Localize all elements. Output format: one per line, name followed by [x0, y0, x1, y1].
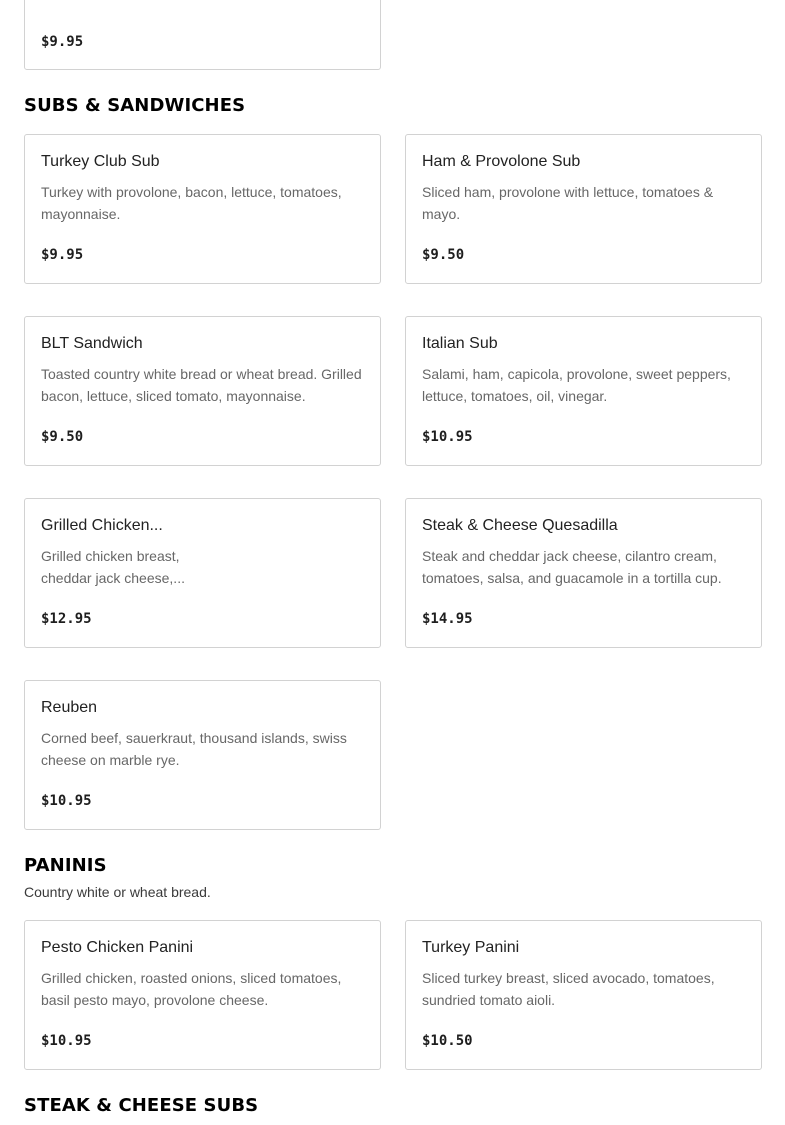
menu-item-price: $9.50 [41, 429, 84, 445]
menu-item-price: $9.50 [422, 247, 465, 263]
menu-item-description: Corned beef, sauerkraut, thousand islands, swiss cheese on marble rye. [41, 730, 347, 768]
menu-item-name: Steak & Cheese Quesadilla [422, 517, 618, 534]
menu-item-turkey-club-sub[interactable] [24, 134, 381, 284]
menu-item-description: Toasted country white bread or wheat bread. Grilled bacon, lettuce, sliced tomato, mayonnaise. [41, 366, 362, 404]
menu-item-description: Turkey with provolone, bacon, lettuce, tomatoes, mayonnaise. [41, 184, 342, 222]
menu-item-price: $9.95 [41, 34, 84, 50]
menu-item-price: $14.95 [422, 611, 473, 627]
menu-item-description: Steak and cheddar jack cheese, cilantro cream, tomatoes, salsa, and guacamole in a tortilla cup. [422, 548, 722, 586]
menu-item-price: $10.50 [422, 1033, 473, 1049]
menu-item-steak-cheese-quesadilla[interactable] [405, 498, 762, 648]
section-title-steak-cheese-subs: STEAK & CHEESE SUBS [24, 1095, 259, 1116]
menu-item-blt-sandwich[interactable] [24, 316, 381, 466]
menu-item-ham-provolone-sub[interactable] [405, 134, 762, 284]
menu-item-price: $10.95 [41, 793, 92, 809]
menu-item-reuben[interactable] [24, 680, 381, 830]
menu-item-description: Grilled chicken breast, cheddar jack cheese,... [41, 548, 185, 586]
section-title-paninis: PANINIS [24, 855, 107, 876]
menu-item-name: Turkey Club Sub [41, 153, 160, 170]
menu-item-price: $10.95 [41, 1033, 92, 1049]
menu-item-turkey-panini[interactable] [405, 920, 762, 1070]
menu-item-description: Salami, ham, capicola, provolone, sweet peppers, lettuce, tomatoes, oil, vinegar. [422, 366, 731, 404]
menu-item-description: Sliced ham, provolone with lettuce, tomatoes & mayo. [422, 184, 714, 222]
menu-item-name: Turkey Panini [422, 939, 520, 956]
menu-item-description: Sliced turkey breast, sliced avocado, tomatoes, sundried tomato aioli. [422, 970, 715, 1008]
menu-item-name: Italian Sub [422, 335, 498, 352]
menu-item-pesto-chicken-panini[interactable] [24, 920, 381, 1070]
menu-item-price: $10.95 [422, 429, 473, 445]
menu-item-name: BLT Sandwich [41, 335, 143, 352]
menu-item-name: Pesto Chicken Panini [41, 939, 194, 956]
menu-item-grilled-chicken[interactable] [24, 498, 381, 648]
menu-item-name: Ham & Provolone Sub [422, 153, 581, 170]
menu-item-card[interactable] [24, 0, 381, 70]
menu-item-description: Grilled chicken, roasted onions, sliced tomatoes, basil pesto mayo, provolone cheese. [41, 970, 342, 1008]
menu-item-name: Reuben [41, 699, 98, 716]
section-title-subs-sandwiches: SUBS & SANDWICHES [24, 95, 246, 116]
menu-item-price: $12.95 [41, 611, 92, 627]
menu-item-name: Grilled Chicken... [41, 517, 163, 534]
section-subtitle: Country white or wheat bread. [24, 884, 211, 900]
menu-item-price: $9.95 [41, 247, 84, 263]
menu-item-italian-sub[interactable] [405, 316, 762, 466]
